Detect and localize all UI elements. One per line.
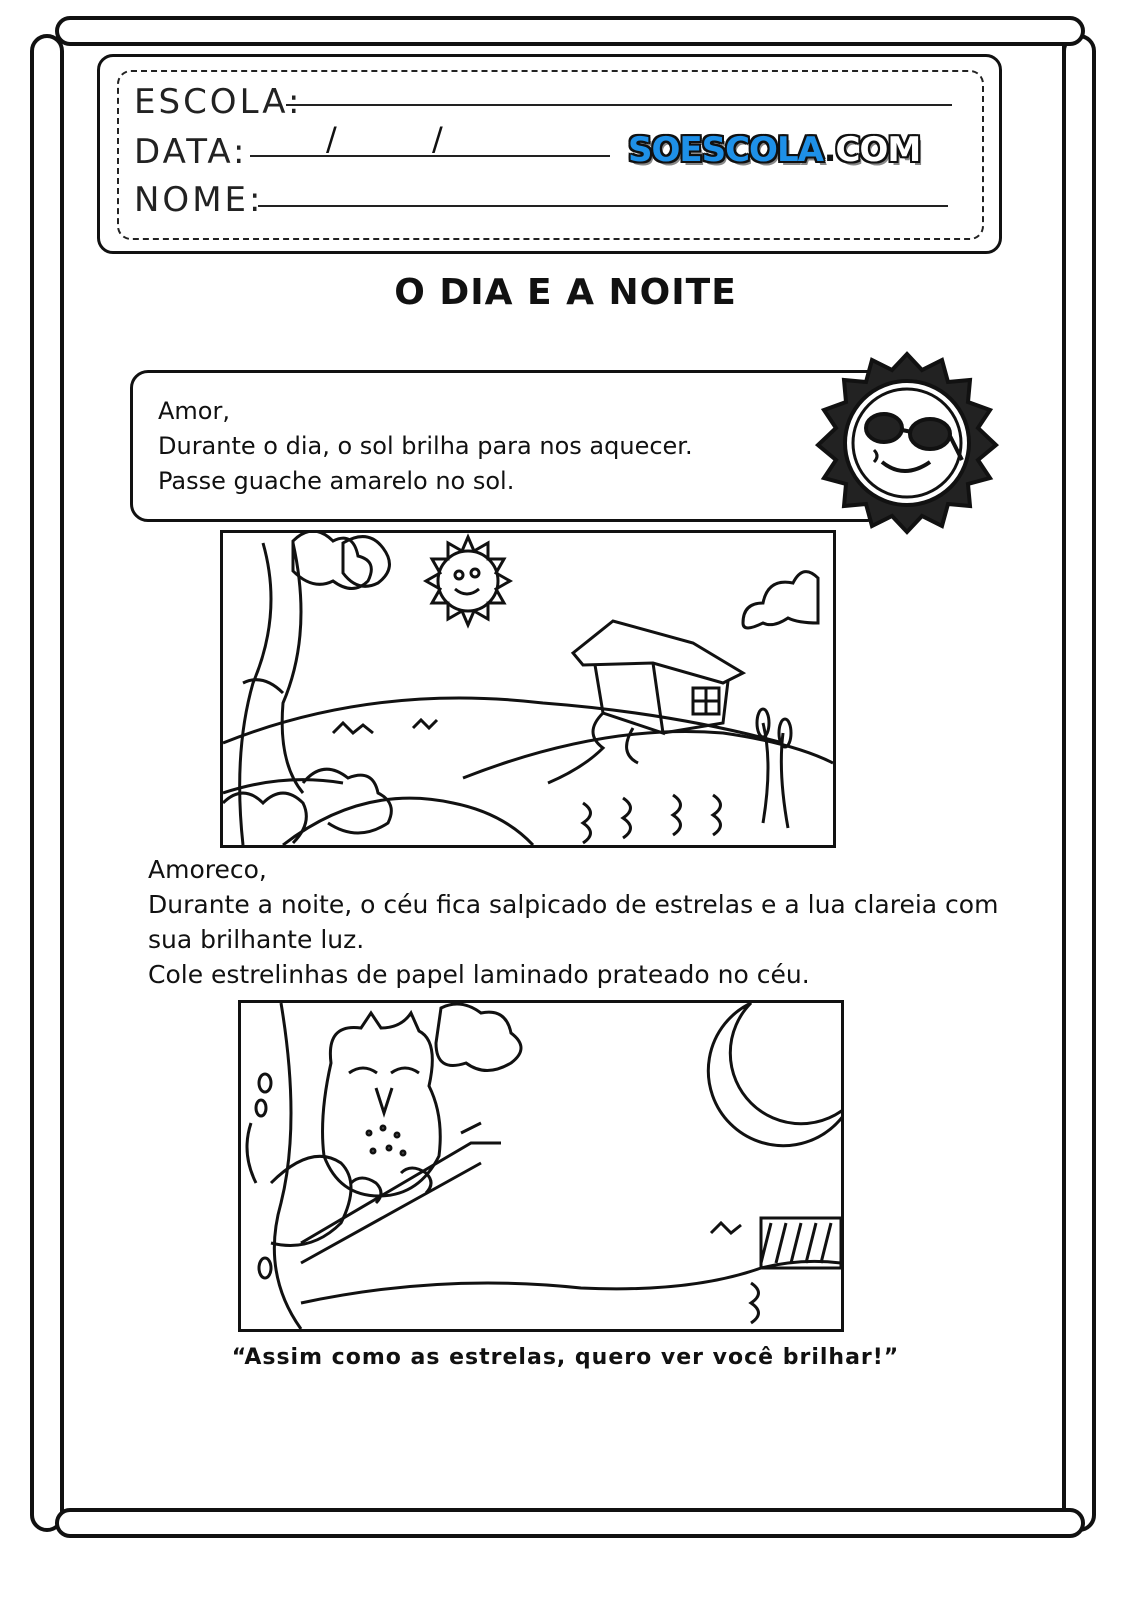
logo-tld: COM: [835, 130, 921, 170]
data-label: DATA:: [134, 132, 248, 172]
scroll-right-roll: [1062, 34, 1096, 1532]
nome-label: NOME:: [134, 180, 264, 220]
scroll-top-roll: [55, 16, 1085, 46]
day-line-3: Passe guache amarelo no sol.: [158, 467, 515, 495]
night-line-2: Durante a noite, o céu fica salpicado de estrelas e a lua clareia com: [148, 890, 999, 919]
night-line-3: sua brilhante luz.: [148, 925, 365, 954]
scroll-left-roll: [30, 34, 64, 1532]
logo-dot: .: [823, 130, 836, 170]
night-owl-drawing: [241, 1003, 841, 1329]
date-slash-1: /: [326, 120, 337, 158]
day-landscape-drawing: [223, 533, 833, 845]
sunglasses-sun-icon: [812, 350, 1002, 535]
nome-field-line[interactable]: [258, 205, 948, 207]
day-instruction-text: [158, 394, 693, 499]
scroll-bottom-roll: [55, 1508, 1085, 1538]
night-instruction-text: [148, 852, 998, 992]
night-owl-picture: [238, 1000, 844, 1332]
escola-label: ESCOLA:: [134, 82, 303, 122]
logo-main: SOESCOLA: [628, 130, 824, 170]
day-landscape-picture: [220, 530, 836, 848]
page-title: O DIA E A NOITE: [394, 272, 737, 313]
day-line-1: Amor,: [158, 397, 230, 425]
day-line-2: Durante o dia, o sol brilha para nos aquecer.: [158, 432, 693, 460]
date-slash-2: /: [432, 120, 443, 158]
data-field-line[interactable]: [250, 155, 610, 157]
closing-quote: “Assim como as estrelas, quero ver você brilhar!”: [231, 1345, 900, 1370]
night-line-1: Amoreco,: [148, 855, 267, 884]
soescola-logo: [628, 130, 920, 170]
night-line-4: Cole estrelinhas de papel laminado prateado no céu.: [148, 960, 810, 989]
escola-field-line[interactable]: [286, 104, 952, 106]
